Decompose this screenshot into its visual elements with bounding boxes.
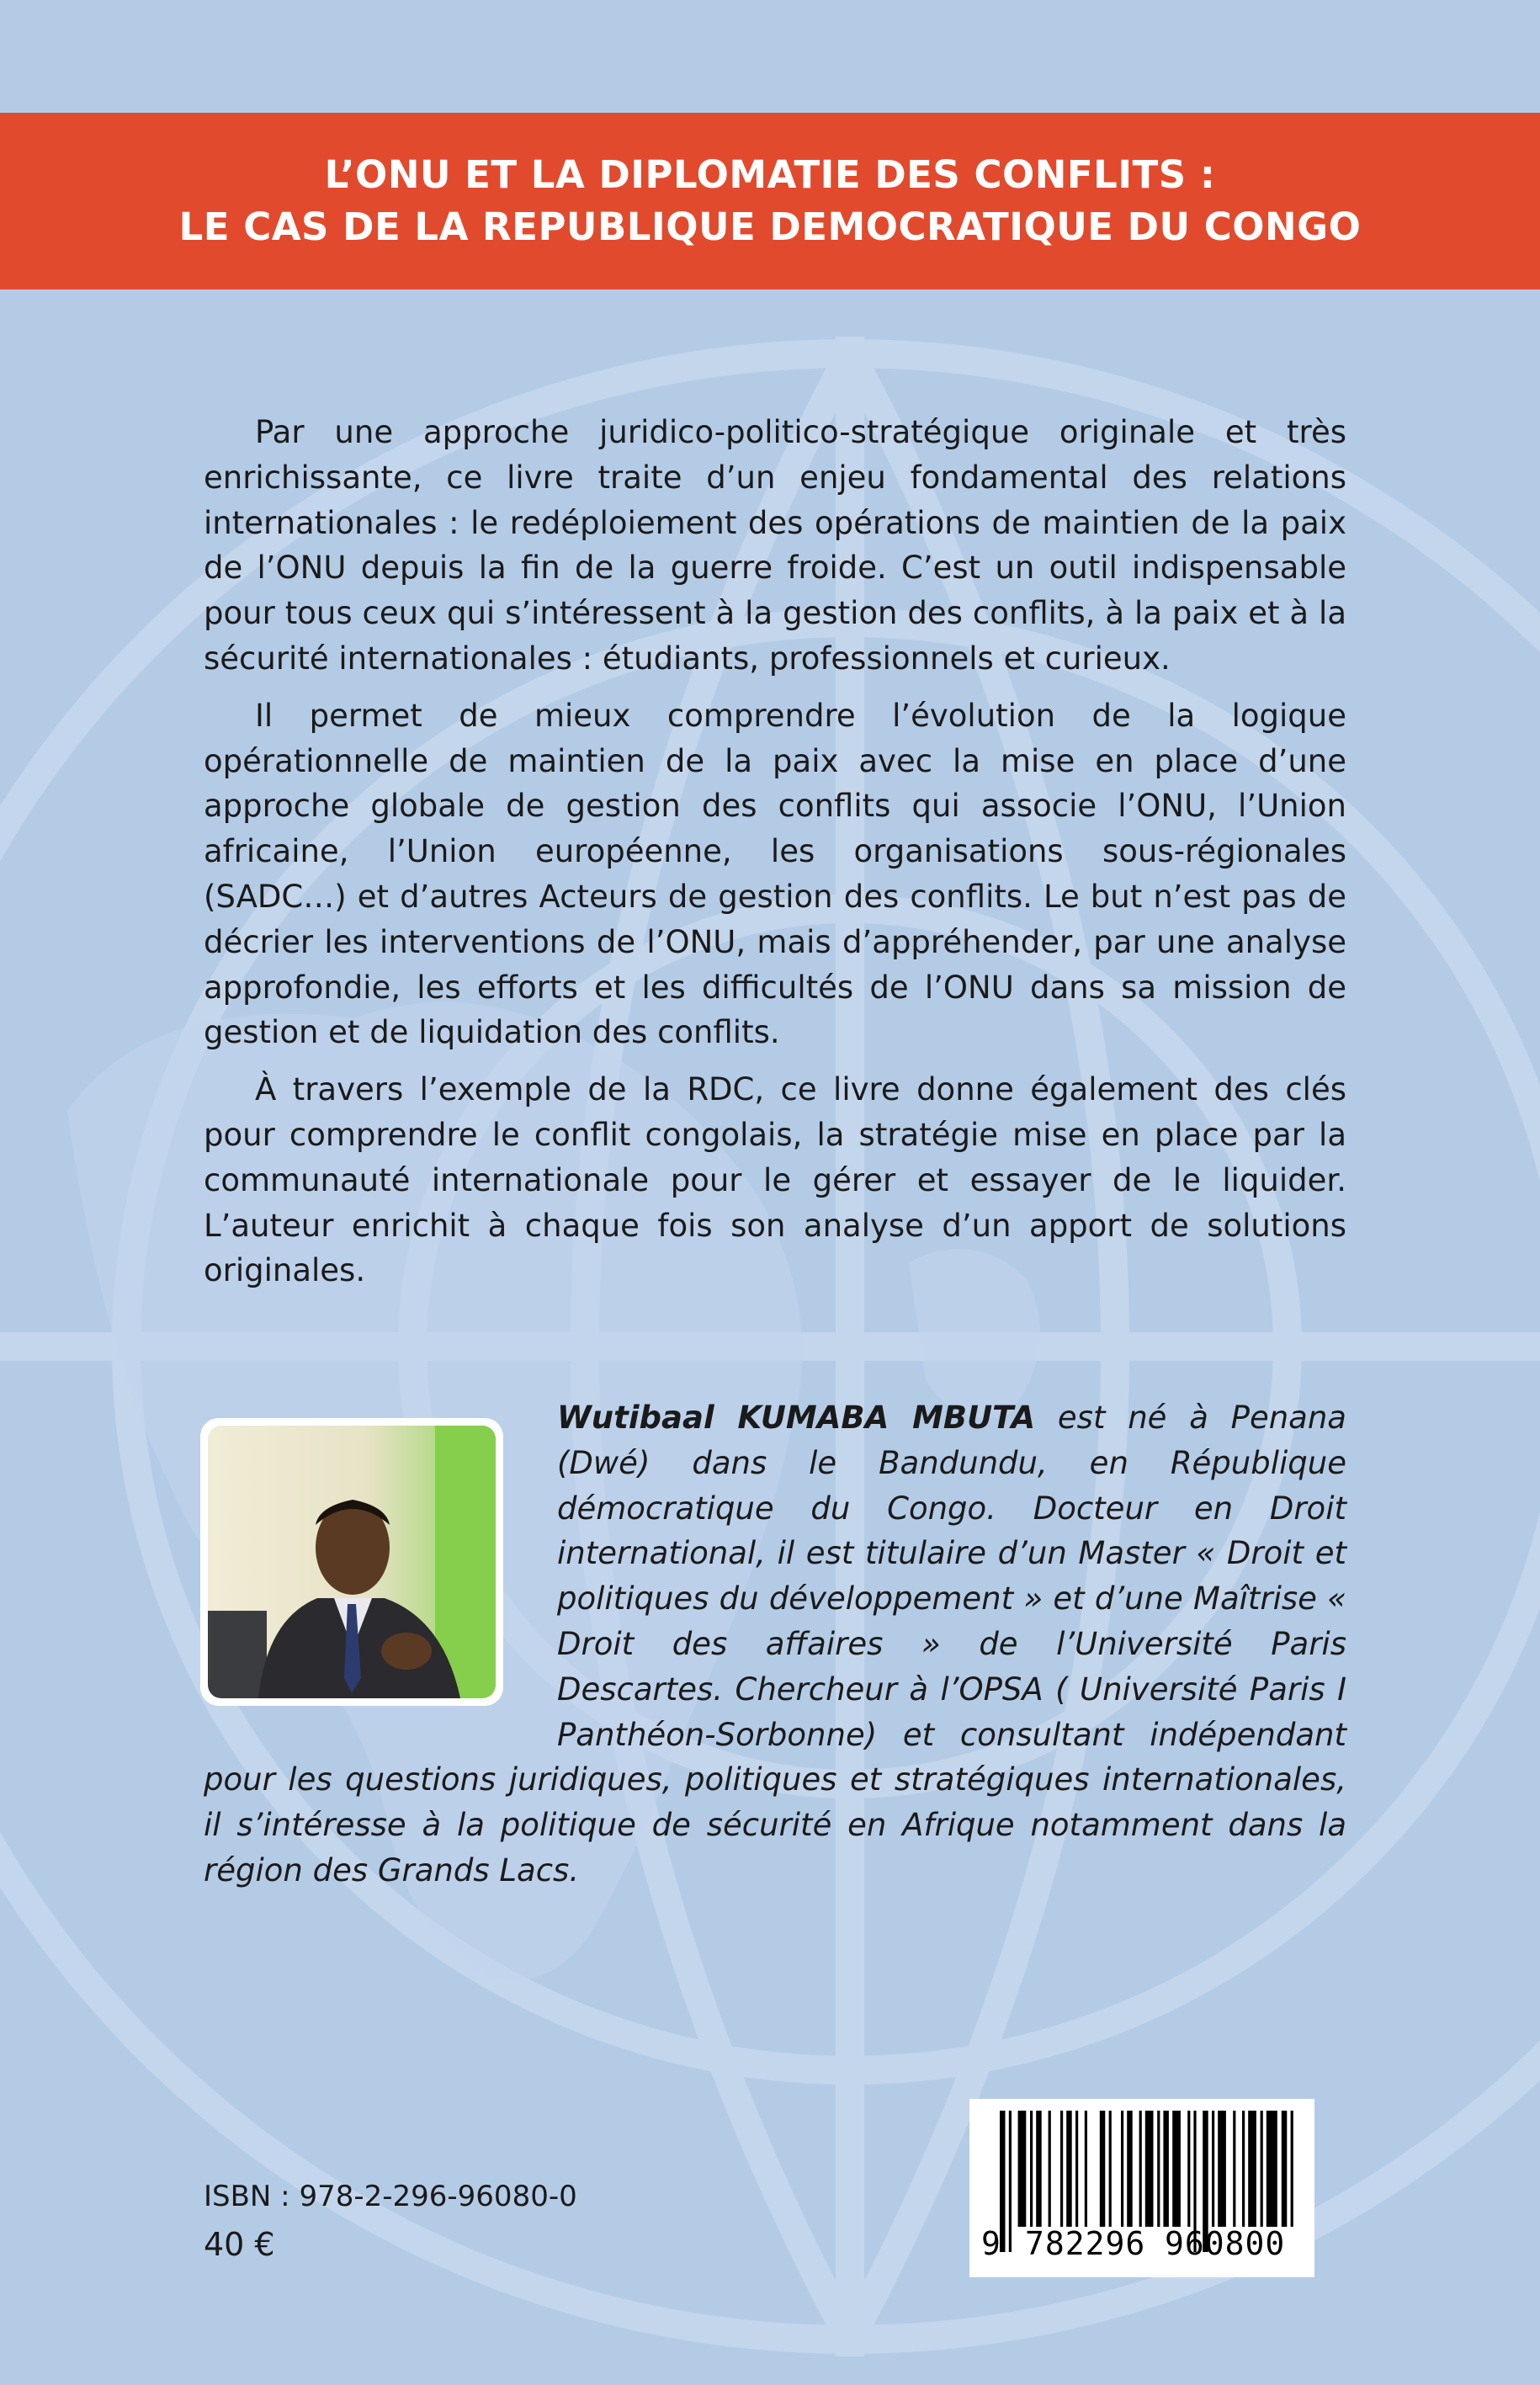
barcode-bar	[1127, 2111, 1133, 2227]
author-bio-text: est né à Penana (Dwé) dans le Bandundu, en République démocratique du Congo. Docteur en Droit international, il est titulaire d’un Master « Droit et politiques du développement » et d’une Maîtrise « Droit des affaires » de l’Université Paris Descartes. Chercheur à l’OPSA ( Université Paris I Panthéon-Sorbonne) et consultant indépendant pour les questions juridiques, politiques et stratégiques internationales, il s’intéresse à la politique de sécurité en Afrique notamment dans la région des Grands Lacs.	[204, 1400, 1346, 1888]
barcode-bar	[1036, 2111, 1042, 2227]
barcode-bar	[1187, 2111, 1190, 2227]
barcode-bar	[1218, 2111, 1226, 2227]
barcode-bar	[1157, 2111, 1160, 2227]
barcode	[969, 2099, 1314, 2277]
barcode-bar	[1121, 2111, 1123, 2227]
barcode-bar	[1242, 2111, 1245, 2227]
barcode-bar	[1261, 2111, 1263, 2227]
barcode-bar	[1233, 2111, 1235, 2227]
barcode-bar	[1075, 2111, 1078, 2227]
back-cover-blurb	[204, 410, 1346, 1305]
barcode-bar	[1212, 2111, 1214, 2227]
barcode-bar	[1145, 2111, 1154, 2227]
barcode-bar	[1267, 2111, 1277, 2227]
blurb-paragraph-3: À travers l’exemple de la RDC, ce livre donne également des clés pour comprendre le conflit congolais, la stratégie mise en place par la communauté internationale pour le gérer et essayer de le liquider. L’auteur enrichit à chaque fois son analyse d’un apport de solutions originales.	[204, 1071, 1346, 1289]
barcode-bar	[1018, 2111, 1027, 2227]
barcode-bar	[1291, 2111, 1293, 2227]
barcode-digits-left: 782296	[1025, 2225, 1146, 2262]
barcode-bar	[1139, 2111, 1142, 2227]
blurb-paragraph-2: Il permet de mieux comprendre l’évolution de la logique opérationnelle de maintien de la paix avec la mise en place d’une approche globale de gestion des conflits qui associe l’ONU, l’Union africaine, l’Union européenne, les organisations sous-régionales (SADC…) et d’autres Acteurs de gestion des conflits. Le but n’est pas de décrier les interventions de l’ONU, mais d’appréhender, par une analyse approfondie, les efforts et les difficultés de l’ONU dans sa mission de gestion et de liquidation des conflits.	[204, 697, 1346, 1051]
barcode-bar	[1109, 2111, 1112, 2227]
photo-spacer	[204, 1395, 557, 1757]
title-banner	[0, 113, 1540, 289]
author-name: Wutibaal KUMABA MBUTA	[557, 1400, 1036, 1436]
barcode-bar	[1248, 2111, 1256, 2227]
book-title-line-1: L’ONU ET LA DIPLOMATIE DES CONFLITS :	[324, 152, 1216, 197]
barcode-bar	[1085, 2111, 1087, 2227]
barcode-bar	[1100, 2111, 1106, 2227]
barcode-digits	[969, 2225, 1314, 2271]
barcode-digits-right: 960800	[1165, 2225, 1286, 2262]
barcode-bar	[1172, 2111, 1181, 2227]
blurb-paragraph-1: Par une approche juridico-politico-stratégique originale et très enrichissante, ce livre traite d’un enjeu fondamental des relations internationales : le redéploiement des opérations de maintien de la paix de l’ONU depuis la fin de la guerre froide. C’est un outil indispensable pour tous ceux qui s’intéressent à la gestion des conflits, à la paix et à la sécurité internationales : étudiants, professionnels et curieux.	[204, 414, 1346, 677]
barcode-bar	[1066, 2111, 1072, 2227]
barcode-digit-first: 9	[981, 2225, 1001, 2262]
barcode-bar	[1163, 2111, 1169, 2227]
barcode-bar	[1282, 2111, 1288, 2227]
barcode-bar	[1060, 2111, 1063, 2227]
isbn-text: ISBN : 978-2-296-96080-0	[204, 2180, 577, 2213]
barcode-bar	[1030, 2111, 1033, 2227]
barcode-bar	[1049, 2111, 1051, 2227]
author-bio	[204, 1395, 1346, 1894]
book-title-line-2: LE CAS DE LA REPUBLIQUE DEMOCRATIQUE DU CONGO	[178, 205, 1362, 249]
price-text: 40 €	[204, 2226, 275, 2263]
